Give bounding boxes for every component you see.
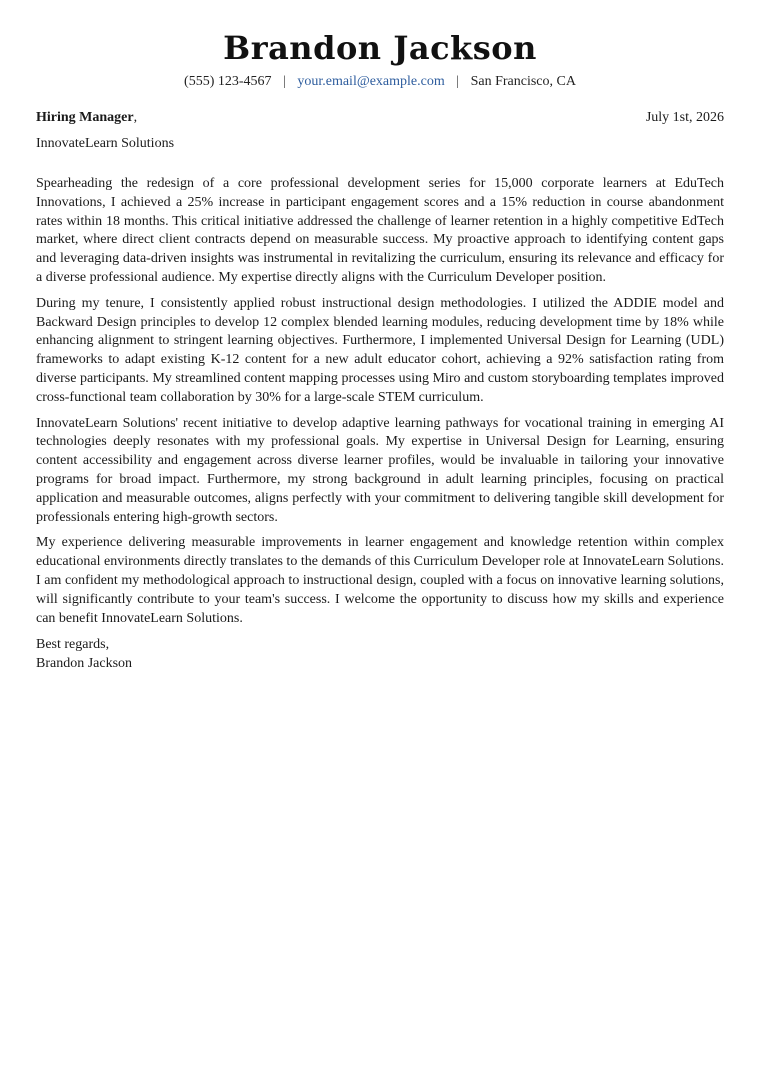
contact-separator: | — [283, 74, 286, 89]
recipient-company: InnovateLearn Solutions — [36, 136, 175, 151]
email-link[interactable]: your.email@example.com — [297, 74, 445, 89]
recipient-title-comma: , — [133, 110, 138, 125]
letter-date: July 1st, 2026 — [645, 110, 724, 125]
closing-salutation: Best regards, — [36, 637, 110, 653]
body-paragraph: My experience delivering measurable improvements in learner engagement and knowledge retention within complex educational environments directly translates to the demands of this Curriculum Developer role at InnovateLearn Solutions. I am confident my methodological approach to instructional design, coupled with a focus on innovative learning solutions, will significantly contribute to your team's success. I welcome the opportunity to discuss how my skills and experience can benefit InnovateLearn Solutions. — [36, 535, 724, 626]
letter-body — [36, 175, 724, 628]
applicant-name: Brandon Jackson — [223, 29, 537, 67]
body-paragraph: Spearheading the redesign of a core professional development series for 15,000 corporate learners at EduTech Innovations, I achieved a 25% increase in participant engagement scores and a 15% reduction in course abandonment rates within 18 months. This critical initiative addressed the challenge of learner retention in a highly competitive EdTech market, where direct client contracts depend on measurable success. My proactive approach to identifying content gaps and leveraging data-driven insights was instrumental in revitalizing the curriculum, ensuring its relevance and efficacy for a diverse professional audience. My expertise directly aligns with the Curriculum Developer position. — [36, 176, 724, 285]
body-paragraph: InnovateLearn Solutions' recent initiative to develop adaptive learning pathways for vocational training in emerging AI technologies deeply resonates with my professional goals. My expertise in Universal Design for Learning, ensuring content accessibility and engagement across diverse learner profiles, would be invaluable in tailoring your innovative programs for broad impact. Furthermore, my strong background in adult learning principles, focusing on practical application and measurable outcomes, aligns perfectly with your commitment to delivering tangible skill development for professionals entering high-growth sectors. — [36, 415, 724, 525]
recipient-line — [36, 109, 137, 127]
letter-closing — [36, 635, 724, 673]
recipient-date-row — [36, 109, 724, 127]
location: San Francisco, CA — [470, 74, 576, 89]
contact-line — [36, 73, 724, 91]
recipient-title: Hiring Manager — [36, 110, 134, 125]
signature-name: Brandon Jackson — [36, 656, 133, 672]
body-paragraph: During my tenure, I consistently applied robust instructional design methodologies. I utilized the ADDIE model and Backward Design principles to develop 12 complex blended learning modules, reducing development time by 18% while enhancing alignment to stringent learning objectives. Furthermore, I implemented Universal Design for Learning (UDL) frameworks to adapt existing K-12 content for a new adult educator cohort, achieving a 92% satisfaction rating from diverse participants. My streamlined content mapping processes using Miro and custom storyboarding templates improved cross-functional team collaboration by 30% for a large-scale STEM curriculum. — [36, 295, 724, 405]
phone-number: (555) 123-4567 — [184, 74, 272, 89]
contact-separator: | — [456, 74, 460, 89]
cover-letter-page — [36, 28, 724, 673]
